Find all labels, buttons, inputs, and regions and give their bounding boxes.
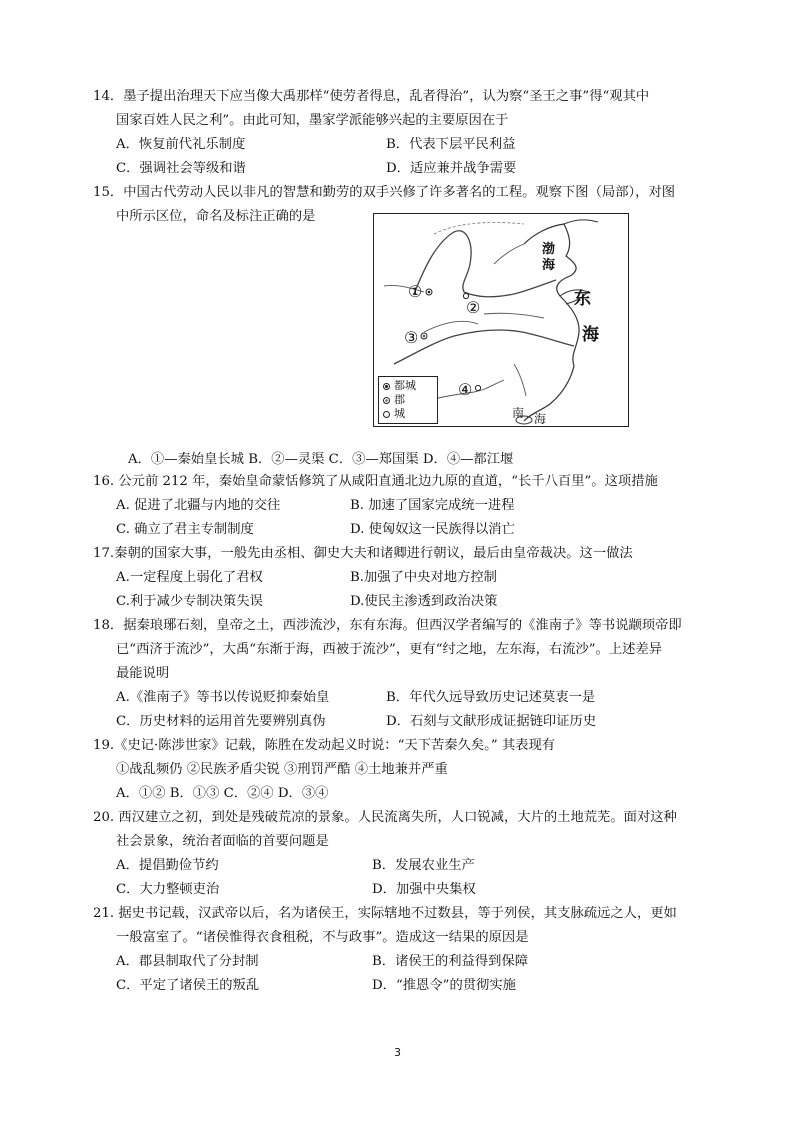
- q20-option-c: C．大力整顿吏治: [116, 882, 220, 897]
- q14-stem-line1: 14．墨子提出治理天下应当像大禹那样“使劳者得息，乱者得治”，认为察“圣王之事”得“观其中: [93, 89, 650, 104]
- q21-option-d: D．“推恩令”的贯彻实施: [372, 978, 516, 993]
- nanhai-label-2: 海: [534, 412, 547, 426]
- q20-option-a: A．提倡勤俭节约: [116, 858, 219, 873]
- q16-option-c: C. 确立了君主专制制度: [116, 522, 254, 537]
- donghai-label-1: 东: [574, 289, 591, 309]
- q18-option-c: C．历史材料的运用首先要辨别真伪: [116, 714, 326, 729]
- q16-option-a: A. 促进了北疆与内地的交往: [116, 498, 281, 513]
- q19-options: A．①② B．①③ C．②④ D．③④: [116, 786, 329, 801]
- q15-stem-line1: 15．中国古代劳动人民以非凡的智慧和勤劳的双手兴修了许多著名的工程。观察下图（局部），对图: [93, 185, 676, 200]
- historical-map: [373, 213, 629, 427]
- q21-stem-line2: 一般富室了。“诸侯惟得衣食租税，不与政事”。造成这一结果的原因是: [116, 930, 529, 945]
- q19-stem-line1: 19.《史记·陈涉世家》记载，陈胜在发动起义时说：“天下苦秦久矣。” 其表现有: [93, 738, 556, 753]
- q17-option-b: B.加强了中央对地方控制: [350, 570, 497, 585]
- commandery-symbol-icon: [383, 397, 390, 404]
- q17-option-c: C.利于减少专制决策失误: [116, 594, 263, 609]
- capital-symbol-icon: [383, 383, 390, 390]
- legend-city-label: 城: [394, 407, 405, 420]
- q16-option-d: D. 使匈奴这一民族得以消亡: [350, 522, 515, 537]
- q19-items: ①战乱频仍 ②民族矛盾尖锐 ③刑罚严酷 ④土地兼并严重: [116, 762, 448, 777]
- q14-option-c: C．强调社会等级和谐: [116, 161, 246, 176]
- q17-option-d: D.使民主渗透到政治决策: [350, 594, 498, 609]
- nanhai-label-1: 南: [512, 406, 525, 420]
- q18-option-a: A.《淮南子》等书以传说贬抑秦始皇: [116, 690, 330, 705]
- q17-stem-line1: 17.秦朝的国家大事，一般先由丞相、御史大夫和诸卿进行朝议，最后由皇帝裁决。这一做法: [93, 546, 633, 561]
- q21-option-c: C．平定了诸侯王的叛乱: [116, 978, 260, 993]
- q21-stem-line1: 21. 据史书记载，汉武帝以后，名为诸侯王，实际辖地不过数县，等于列侯，其支脉疏远之人，更如: [93, 906, 677, 921]
- q18-stem-line3: 最能说明: [116, 666, 170, 681]
- q20-option-d: D．加强中央集权: [372, 882, 476, 897]
- q14-option-a: A．恢复前代礼乐制度: [116, 137, 246, 152]
- q14-option-d: D．适应兼并战争需要: [386, 161, 517, 176]
- q18-stem-line2: 已“西济于流沙”，大禹“东渐于海，西被于流沙”，更有“纣之地，左东海，右流沙”。上述差异: [116, 642, 663, 657]
- legend-commandery-label: 郡: [394, 393, 405, 406]
- q20-stem-line1: 20. 西汉建立之初，到处是残破荒凉的景象。人民流离失所，人口锐减，大片的土地荒芜。面对这种: [93, 810, 677, 825]
- map-legend: [378, 376, 438, 424]
- page-number: 3: [394, 1046, 401, 1059]
- map-marker-2: ②: [466, 298, 481, 317]
- donghai-label-2: 海: [582, 325, 599, 345]
- legend-capital-label: 都城: [394, 379, 416, 392]
- map-marker-1: ①: [408, 282, 423, 301]
- bohai-label-1: 渤: [542, 242, 556, 257]
- city-symbol-icon: [383, 411, 390, 418]
- q14-option-b: B．代表下层平民利益: [386, 137, 516, 152]
- q18-stem-line1: 18．据秦琅琊石刻，皇帝之土，西涉流沙，东有东海。但西汉学者编写的《淮南子》等书说颛顼帝即: [93, 618, 682, 633]
- q15-stem-line2: 中所示区位，命名及标注正确的是: [116, 209, 316, 224]
- bohai-label-2: 海: [542, 258, 556, 273]
- map-marker-4: ④: [458, 380, 473, 399]
- map-marker-3: ③: [404, 328, 419, 347]
- q14-stem-line2: 国家百姓人民之利”。由此可知，墨家学派能够兴起的主要原因在于: [116, 113, 509, 128]
- q16-stem-line1: 16. 公元前 212 年，秦始皇命蒙恬修筑了从咸阳直通北边九原的直道，“长千八百里”。这项措施: [93, 474, 658, 489]
- q17-option-a: A.一定程度上弱化了君权: [116, 570, 263, 585]
- q18-option-d: D．石刻与文献形成证据链印证历史: [386, 714, 597, 729]
- q16-option-b: B. 加速了国家完成统一进程: [350, 498, 515, 513]
- q20-option-b: B．发展农业生产: [372, 858, 475, 873]
- q20-stem-line2: 社会景象，统治者面临的首要问题是: [116, 834, 329, 849]
- q21-option-a: A．郡县制取代了分封制: [116, 954, 259, 969]
- q18-option-b: B．年代久远导致历史记述莫衷一是: [386, 690, 596, 705]
- q21-option-b: B．诸侯王的利益得到保障: [372, 954, 529, 969]
- q15-options: A．①—秦始皇长城 B．②—灵渠 C．③—郑国渠 D．④—都江堰: [128, 452, 514, 467]
